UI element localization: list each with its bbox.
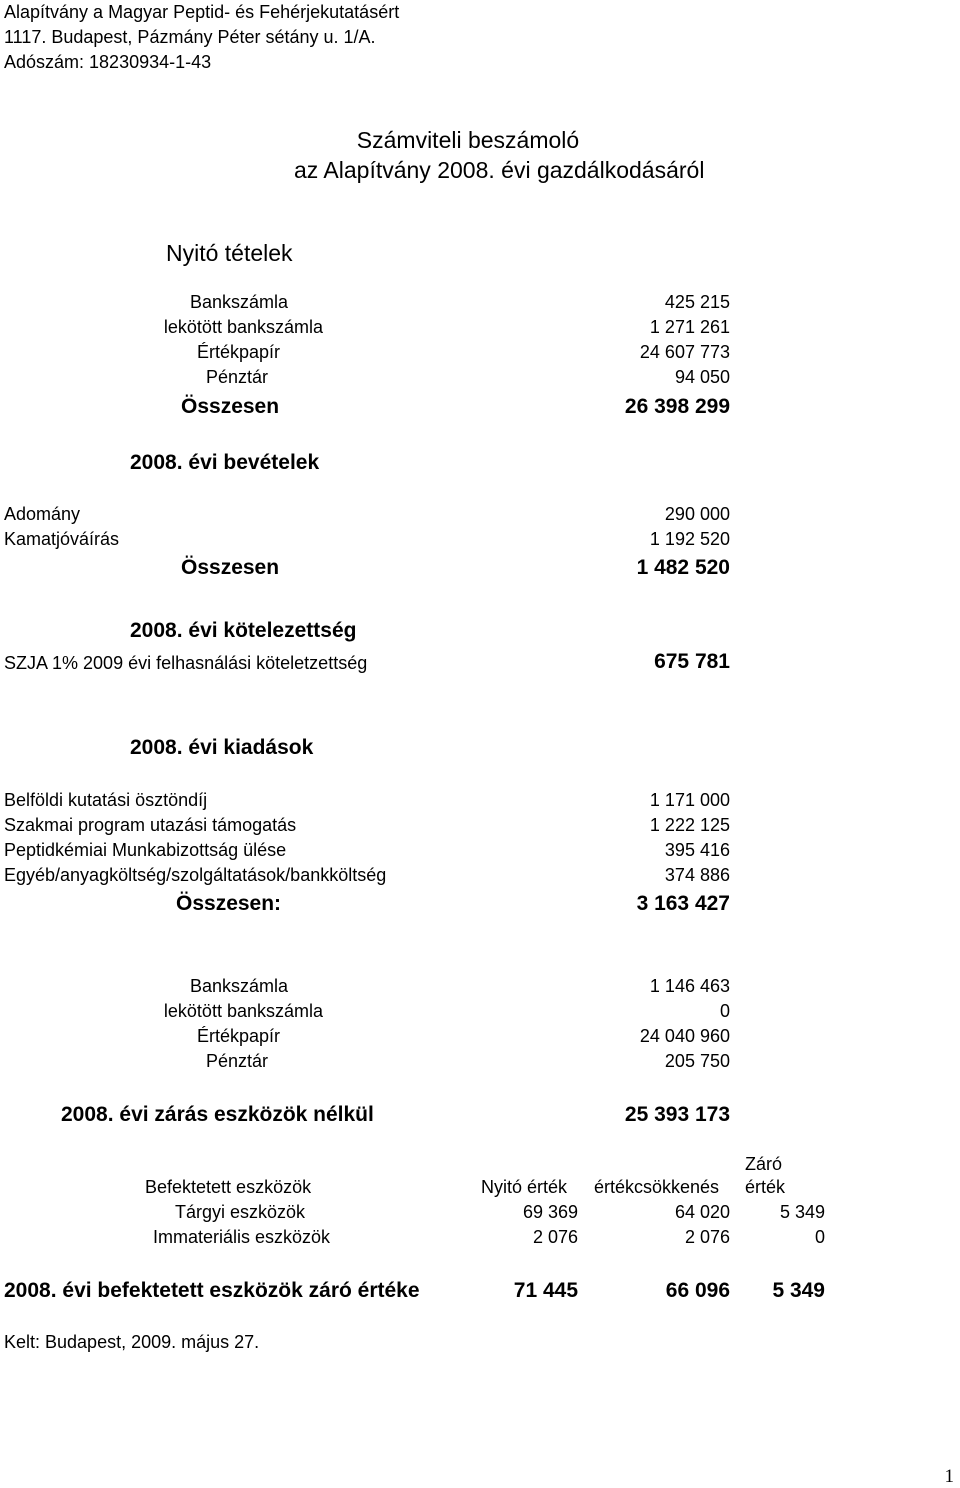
assets-row-intangible-opening: 2 076 [532, 1227, 578, 1247]
closing-value-cash: 205 750 [664, 1051, 730, 1071]
assets-row-tangible-opening: 69 369 [522, 1202, 578, 1222]
expense-value-travel: 1 222 125 [649, 815, 730, 835]
income-total-label: Összesen [181, 556, 280, 579]
opening-label-deposit: lekötött bankszámla [163, 317, 323, 337]
expense-value-other: 374 886 [664, 865, 730, 885]
opening-value-deposit: 1 271 261 [649, 317, 730, 337]
opening-label-securities: Értékpapír [196, 342, 280, 362]
closing-value-securities: 24 040 960 [639, 1026, 730, 1046]
income-value-donation: 290 000 [664, 504, 730, 524]
income-label-donation: Adomány [4, 504, 81, 524]
assets-row-tangible-label: Tárgyi eszközök [174, 1202, 305, 1222]
opening-value-bank: 425 215 [664, 292, 730, 312]
assets-header-opening: Nyitó érték [481, 1177, 568, 1197]
opening-value-securities: 24 607 773 [639, 342, 730, 362]
assets-header-closing-line1: Záró [745, 1154, 783, 1174]
assets-row-intangible-closing: 0 [814, 1227, 825, 1247]
closing-label-deposit: lekötött bankszámla [163, 1001, 323, 1021]
closing-total-label: 2008. évi zárás eszközök nélkül [61, 1103, 374, 1126]
org-address: 1117. Budapest, Pázmány Péter sétány u. 1/A. [4, 27, 376, 47]
expenses-total-label: Összesen: [176, 892, 282, 915]
page-number: 1 [944, 1466, 954, 1487]
assets-row-intangible-label: Immateriális eszközök [152, 1227, 330, 1247]
opening-total-label: Összesen [181, 395, 280, 418]
opening-value-cash: 94 050 [674, 367, 730, 387]
assets-row-intangible-depreciation: 2 076 [684, 1227, 730, 1247]
closing-total-value: 25 393 173 [624, 1103, 730, 1126]
expenses-heading: 2008. évi kiadások [130, 736, 314, 759]
income-label-interest: Kamatjóváírás [4, 529, 120, 549]
obligation-value: 675 781 [654, 650, 730, 673]
closing-value-bank: 1 146 463 [649, 976, 730, 996]
closing-label-cash: Pénztár [205, 1051, 268, 1071]
assets-total-depreciation: 66 096 [665, 1279, 730, 1302]
obligation-label: SZJA 1% 2009 évi felhasnálási köteletzettség [4, 653, 368, 673]
expense-label-scholarship: Belföldi kutatási ösztöndíj [4, 790, 208, 810]
tax-id: Adószám: 18230934-1-43 [4, 52, 212, 72]
closing-label-securities: Értékpapír [196, 1026, 280, 1046]
assets-header-label: Befektetett eszközök [145, 1177, 312, 1197]
closing-value-deposit: 0 [719, 1001, 730, 1021]
assets-total-opening: 71 445 [513, 1279, 578, 1302]
expense-value-meeting: 395 416 [664, 840, 730, 860]
assets-header-depreciation: értékcsökkenés [594, 1177, 720, 1197]
opening-heading: Nyitó tételek [166, 240, 293, 266]
expense-label-meeting: Peptidkémiai Munkabizottság ülése [4, 840, 287, 860]
org-name: Alapítvány a Magyar Peptid- és Fehérjekutatásért [4, 2, 400, 22]
income-heading: 2008. évi bevételek [130, 451, 320, 474]
opening-label-cash: Pénztár [205, 367, 268, 387]
report-title: Számviteli beszámoló [356, 127, 580, 153]
expense-label-other: Egyéb/anyagköltség/szolgáltatások/bankköltség [4, 865, 387, 885]
expenses-total-value: 3 163 427 [636, 892, 730, 915]
assets-row-tangible-depreciation: 64 020 [674, 1202, 730, 1222]
opening-total-value: 26 398 299 [624, 395, 730, 418]
closing-label-bank: Bankszámla [189, 976, 288, 996]
assets-total-closing: 5 349 [772, 1279, 825, 1302]
date-line: Kelt: Budapest, 2009. május 27. [4, 1332, 260, 1352]
obligation-heading: 2008. évi kötelezettség [130, 619, 357, 642]
assets-row-tangible-closing: 5 349 [779, 1202, 825, 1222]
income-total-value: 1 482 520 [636, 556, 730, 579]
opening-label-bank: Bankszámla [189, 292, 288, 312]
expense-label-travel: Szakmai program utazási támogatás [4, 815, 297, 835]
assets-total-label: 2008. évi befektetett eszközök záró értéke [4, 1279, 420, 1302]
income-value-interest: 1 192 520 [649, 529, 730, 549]
assets-header-closing-line2: érték [745, 1177, 786, 1197]
expense-value-scholarship: 1 171 000 [649, 790, 730, 810]
report-subtitle: az Alapítvány 2008. évi gazdálkodásáról [294, 157, 705, 183]
